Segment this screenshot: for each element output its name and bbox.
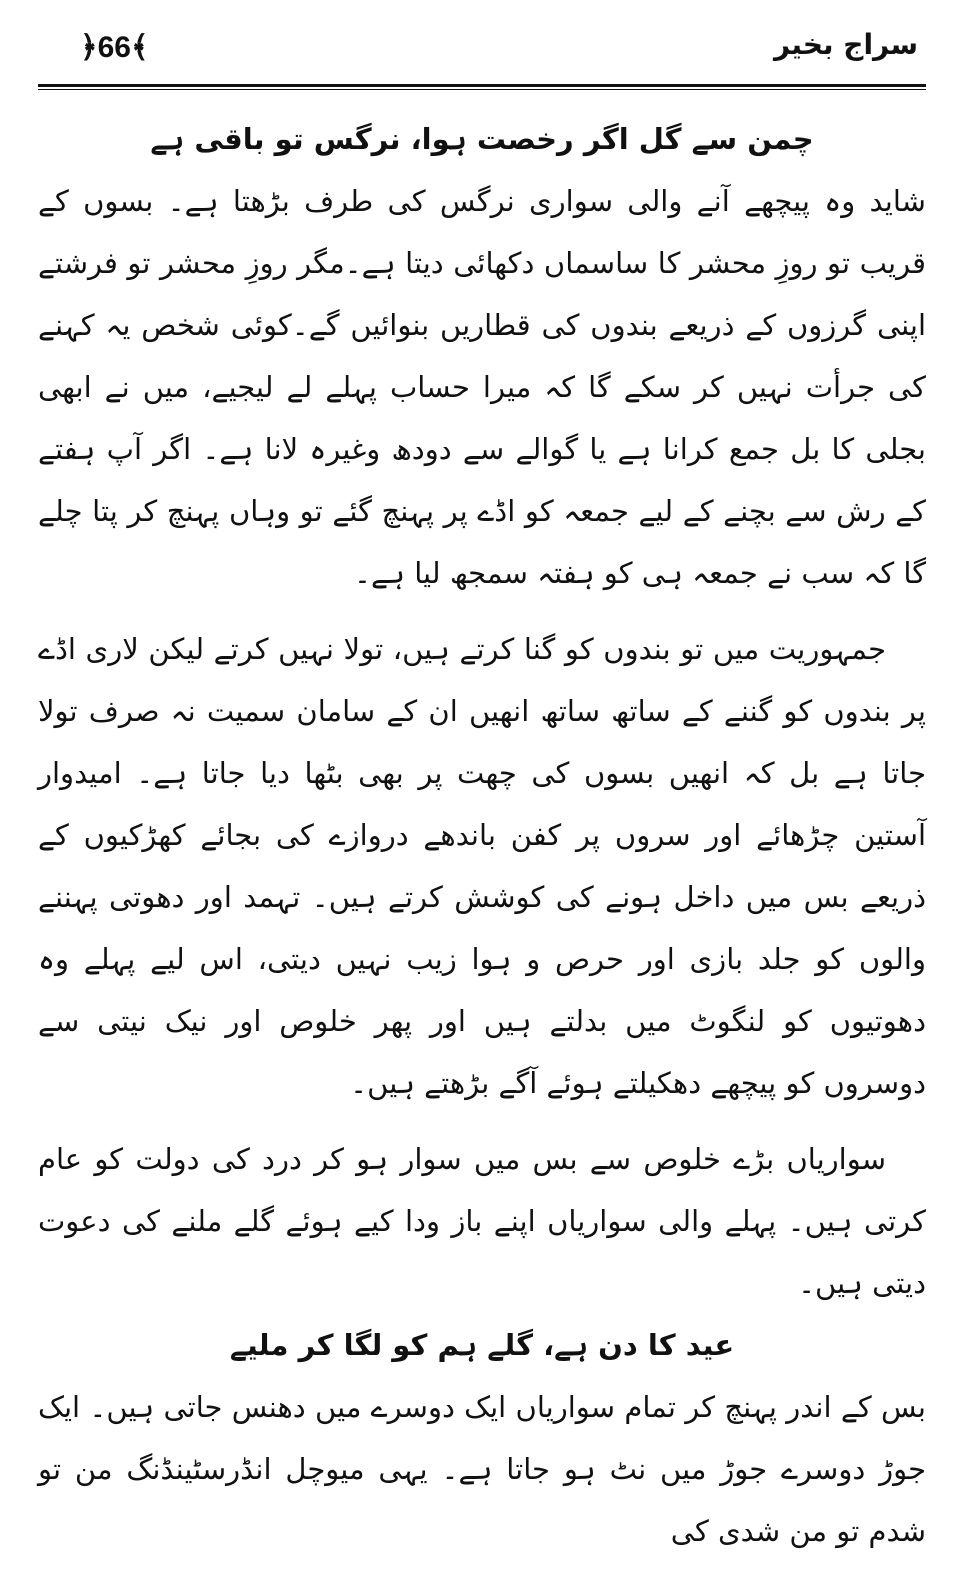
verse-line: چمن سے گل اگر رخصت ہوا، نرگس تو باقی ہے — [150, 122, 814, 156]
verse-line: عید کا دن ہے، گلے ہم کو لگا کر ملیے — [229, 1328, 735, 1362]
paragraph: بس کے اندر پہنچ کر تمام سواریاں ایک دوسرے میں دھنس جاتی ہیں۔ ایک جوڑ دوسرے جوڑ میں نٹ ہو جاتا ہے۔ یہی میوچل انڈرسٹینڈنگ من تو شدم تو من شدی کی — [38, 1390, 926, 1548]
paragraph: سواریاں بڑے خلوص سے بس میں سوار ہو کر درد کی دولت کو عام کرتی ہیں۔ پہلے والی سواریاں اپنے باز ودا کیے ہوئے گلے ملنے کی دعوت دیتی ہیں۔ — [38, 1142, 926, 1300]
paragraph-gap — [38, 604, 926, 618]
page-number: ﴿66﴾ — [80, 31, 149, 64]
paragraph: جمہوریت میں تو بندوں کو گنا کرتے ہیں، تولا نہیں کرتے لیکن لاری اڈے پر بندوں کو گننے کے ساتھ ساتھ انھیں ان کے سامان سمیت نہ صرف تولا جاتا ہے بل کہ انھیں بسوں کی چھت پر بھی بٹھا دیا جاتا ہے۔ امیدوار آستین چڑھائے اور سروں پر کفن باندھے دروازے کی بجائے کھڑکیوں کے ذریعے بس میں داخل ہونے کی کوشش کرتے ہیں۔ تہمد اور دھوتی پہننے والوں کو جلد بازی اور حرص و ہوا زیب نہیں دیتی، اس لیے پہلے وہ دھوتیوں کو لنگوٹ میں بدلتے ہیں اور پھر خلوص اور نیک نیتی سے دوسروں کو پیچھے دھکیلتے ہوئے آگے بڑھتے ہیں۔ — [38, 632, 926, 1100]
paragraph-gap — [38, 1114, 926, 1128]
page-body — [38, 108, 926, 1562]
header-rule — [38, 84, 926, 90]
paragraph: شاید وہ پیچھے آنے والی سواری نرگس کی طرف بڑھتا ہے۔ بسوں کے قریب تو روزِ محشر کا ساسماں دکھائی دیتا ہے۔مگر روزِ محشر تو فرشتے اپنی گرزوں کے ذریعے بندوں کی قطاریں بنوائیں گے۔کوئی شخص یہ کہنے کی جرأت نہیں کر سکے گا کہ میرا حساب پہلے لے لیجیے، میں نے ابھی بجلی کا بل جمع کرانا ہے یا گوالے سے دودھ وغیرہ لانا ہے۔ اگر آپ ہفتے کے رش سے بچنے کے لیے جمعہ کو اڈے پر پہنچ گئے تو وہاں پہنچ کر پتا چلے گا کہ سب نے جمعہ ہی کو ہفتہ سمجھ لیا ہے۔ — [38, 184, 926, 590]
running-title: سراج بخیر — [773, 28, 918, 61]
